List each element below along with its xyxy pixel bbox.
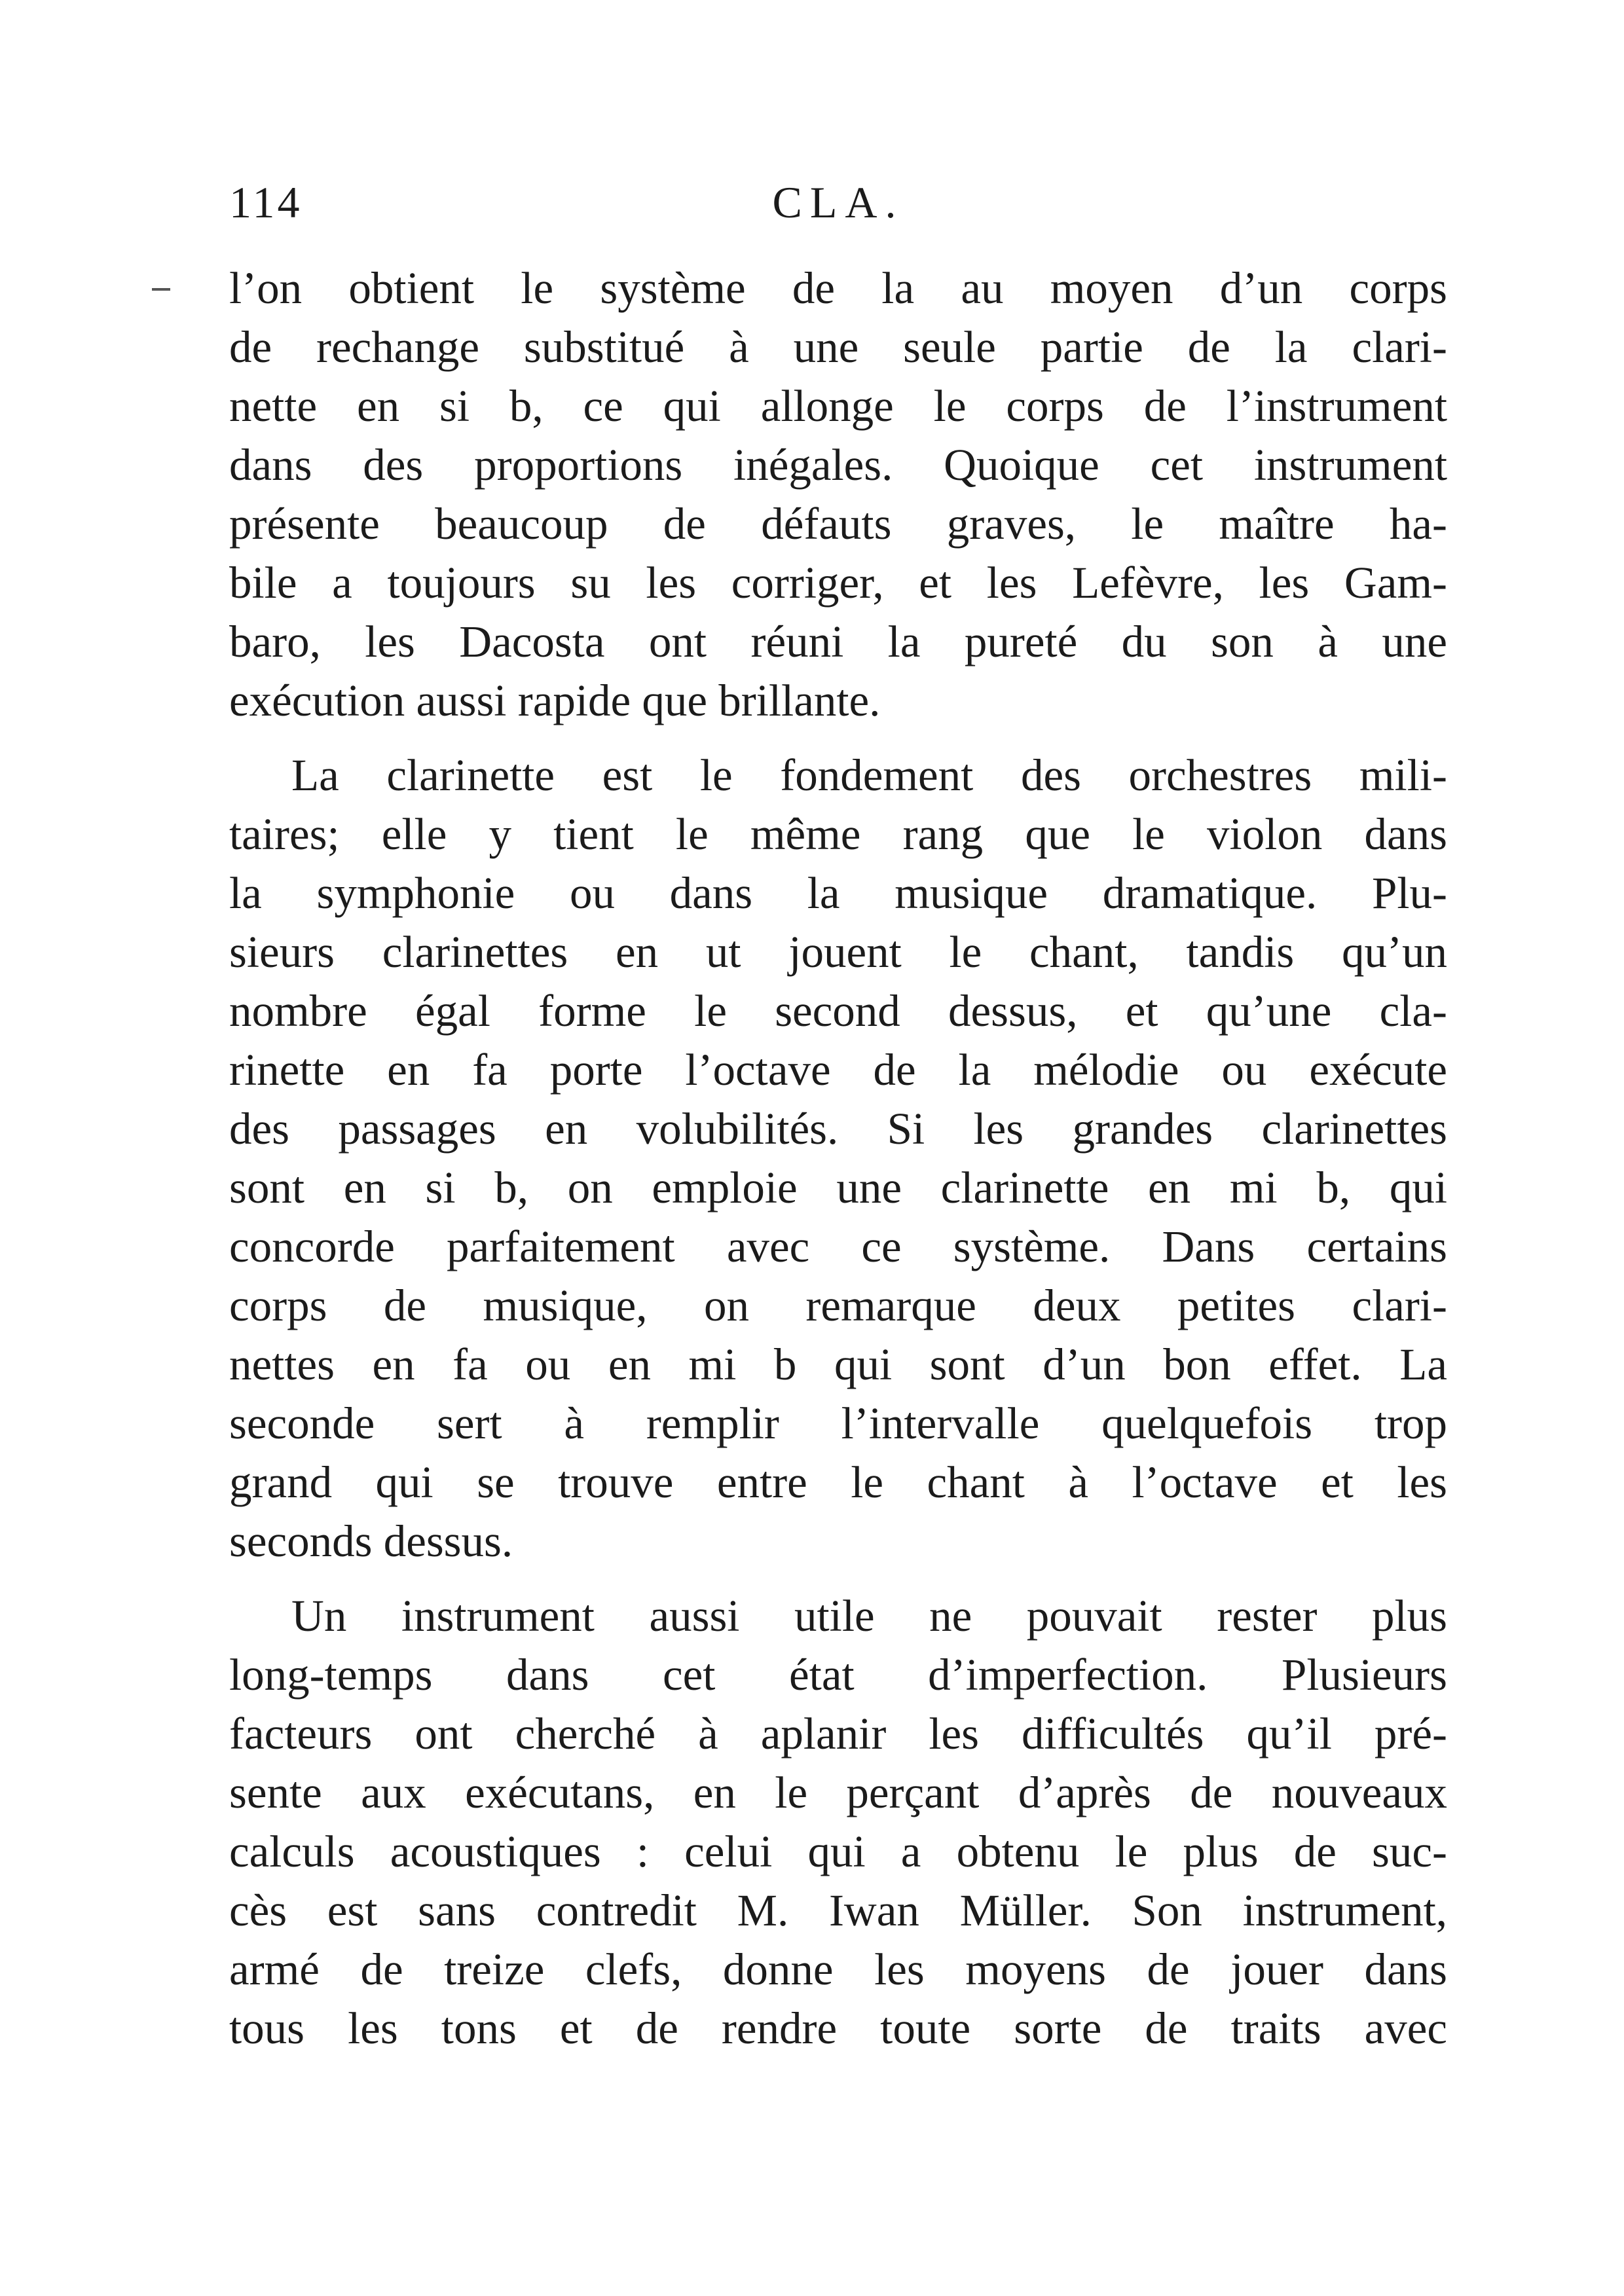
page-number: 114 <box>229 177 303 227</box>
text-line: La clarinette est le fondement des orchestres mili- <box>291 750 1447 800</box>
text-line: taires; elle y tient le même rang que le violon dans <box>229 809 1447 859</box>
text-line: baro, les Dacosta ont réuni la pureté du son à une <box>229 617 1447 666</box>
text-line: de rechange substitué à une seule partie de la clari- <box>229 322 1447 372</box>
running-head: CLA. <box>772 177 904 227</box>
text-line: grand qui se trouve entre le chant à l’octave et les <box>229 1457 1447 1507</box>
text-line: sieurs clarinettes en ut jouent le chant, tandis qu’un <box>229 927 1447 977</box>
text-line: l’on obtient le système de la au moyen d’un corps <box>229 263 1447 313</box>
text-line: corps de musique, on remarque deux petites clari- <box>229 1281 1447 1330</box>
text-line: tous les tons et de rendre toute sorte de traits avec <box>229 2003 1447 2053</box>
text-line: dans des proportions inégales. Quoique cet instrument <box>229 440 1447 490</box>
page-header <box>229 177 1447 242</box>
text-line: armé de treize clefs, donne les moyens de jouer dans <box>229 1944 1447 1994</box>
text-line: exécution aussi rapide que brillante. <box>229 676 881 725</box>
text-line: concorde parfaitement avec ce système. Dans certains <box>229 1222 1447 1271</box>
text-line: long-temps dans cet état d’imperfection. Plusieurs <box>229 1650 1447 1700</box>
text-line: facteurs ont cherché à aplanir les difficultés qu’il pré- <box>229 1709 1447 1758</box>
text-line: présente beaucoup de défauts graves, le maître ha- <box>229 499 1447 549</box>
text-line: sente aux exécutans, en le perçant d’après de nouveaux <box>229 1768 1447 1817</box>
text-line: des passages en volubilités. Si les grandes clarinettes <box>229 1104 1447 1154</box>
text-line: nettes en fa ou en mi b qui sont d’un bon effet. La <box>229 1339 1447 1389</box>
text-line: bile a toujours su les corriger, et les Lefèvre, les Gam- <box>229 558 1447 608</box>
text-line: nette en si b, ce qui allonge le corps de l’instrument <box>229 381 1447 431</box>
text-line: sont en si b, on emploie une clarinette en mi b, qui <box>229 1163 1447 1212</box>
text-line: calculs acoustiques : celui qui a obtenu le plus de suc- <box>229 1827 1447 1876</box>
margin-mark <box>152 288 170 291</box>
text-line: seconde sert à remplir l’intervalle quelquefois trop <box>229 1398 1447 1448</box>
text-line: nombre égal forme le second dessus, et qu’une cla- <box>229 986 1447 1036</box>
text-line: Un instrument aussi utile ne pouvait rester plus <box>291 1591 1447 1641</box>
text-line: la symphonie ou dans la musique dramatique. Plu- <box>229 868 1447 918</box>
text-line: rinette en fa porte l’octave de la mélodie ou exécute <box>229 1045 1447 1095</box>
body-text <box>229 259 1447 2073</box>
paragraph-3 <box>229 1586 1447 2058</box>
text-line: cès est sans contredit M. Iwan Müller. Son instrument, <box>229 1886 1447 1935</box>
paragraph-2 <box>229 746 1447 1571</box>
paragraph-1 <box>229 259 1447 730</box>
text-line: seconds dessus. <box>229 1516 513 1566</box>
